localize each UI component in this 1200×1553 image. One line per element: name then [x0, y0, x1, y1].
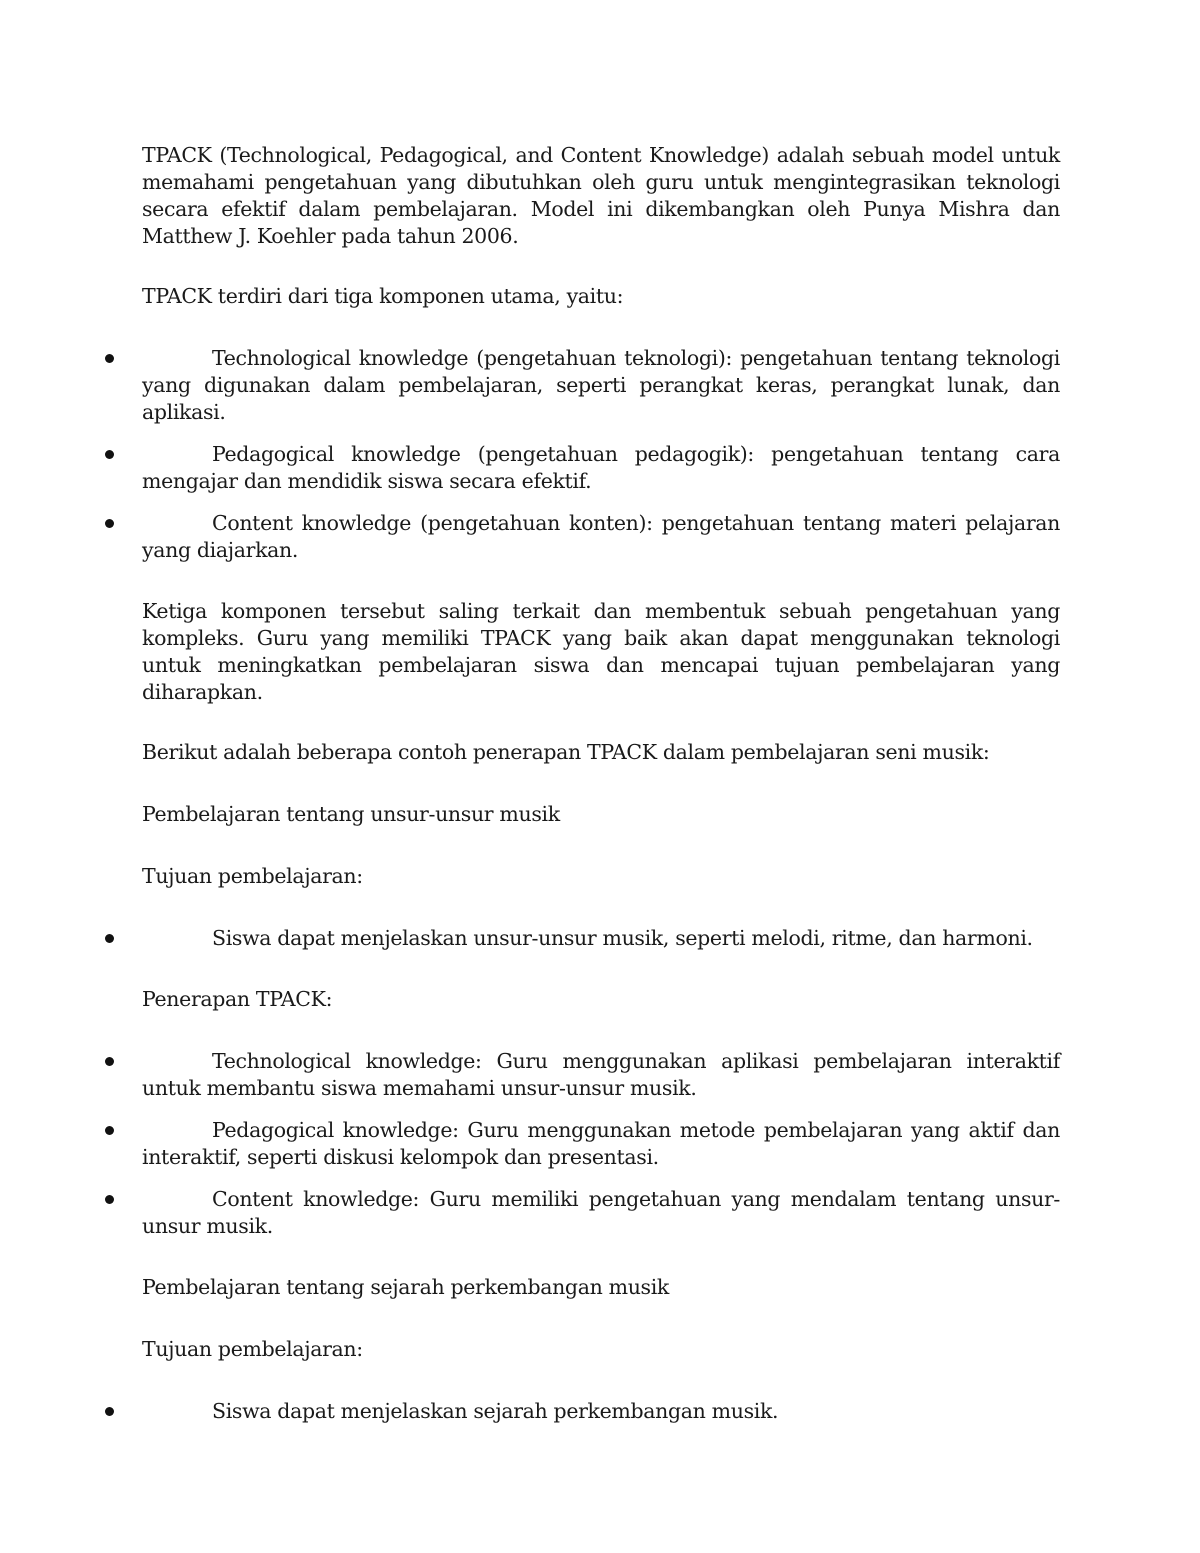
list-item-text: Pedagogical knowledge (pengetahuan pedagogik): pengetahuan tentang cara mengajar dan mendidik siswa secara efektif. — [142, 442, 1060, 493]
components-heading: TPACK terdiri dari tiga komponen utama, yaitu: — [142, 284, 624, 308]
example2-title: Pembelajaran tentang sejarah perkembangan musik — [142, 1275, 669, 1299]
list-item — [142, 510, 1060, 564]
bullet-icon — [105, 450, 114, 459]
example2-goal-label: Tujuan pembelajaran: — [142, 1337, 363, 1361]
document-body — [142, 142, 1060, 1459]
example1-application-label: Penerapan TPACK: — [142, 987, 333, 1011]
list-item-text: Siswa dapat menjelaskan unsur-unsur musik, seperti melodi, ritme, dan harmoni. — [212, 926, 1033, 950]
bullet-icon — [105, 1126, 114, 1135]
list-item-text: Pedagogical knowledge: Guru menggunakan metode pembelajaran yang aktif dan interaktif, seperti diskusi kelompok dan presentasi. — [142, 1118, 1060, 1169]
list-item — [142, 441, 1060, 495]
relation-paragraph: Ketiga komponen tersebut saling terkait dan membentuk sebuah pengetahuan yang kompleks. Guru yang memiliki TPACK yang baik akan dapat menggunakan teknologi untuk meningkatkan pembelajaran siswa dan mencapai tujuan pembelajaran yang diharapkan. — [142, 599, 1060, 704]
bullet-icon — [105, 519, 114, 528]
list-item — [142, 1048, 1060, 1102]
list-item — [142, 1398, 1060, 1425]
list-item — [142, 1186, 1060, 1240]
example2-goals-list — [142, 1398, 1060, 1425]
bullet-icon — [105, 1195, 114, 1204]
list-item — [142, 345, 1060, 426]
list-item-text: Technological knowledge (pengetahuan teknologi): pengetahuan tentang teknologi yang digunakan dalam pembelajaran, seperti perangkat keras, perangkat lunak, dan aplikasi. — [142, 346, 1060, 424]
bullet-icon — [105, 1057, 114, 1066]
list-item — [142, 925, 1060, 952]
bullet-icon — [105, 934, 114, 943]
bullet-icon — [105, 354, 114, 363]
example1-title: Pembelajaran tentang unsur-unsur musik — [142, 802, 560, 826]
intro-paragraph: TPACK (Technological, Pedagogical, and Content Knowledge) adalah sebuah model untuk memahami pengetahuan yang dibutuhkan oleh guru untuk mengintegrasikan teknologi secara efektif dalam pembelajaran. Model ini dikembangkan oleh Punya Mishra dan Matthew J. Koehler pada tahun 2006. — [142, 143, 1060, 248]
list-item-text: Content knowledge (pengetahuan konten): pengetahuan tentang materi pelajaran yang diajarkan. — [142, 511, 1060, 562]
bullet-icon — [105, 1407, 114, 1416]
list-item-text: Technological knowledge: Guru menggunakan aplikasi pembelajaran interaktif untuk membantu siswa memahami unsur-unsur musik. — [142, 1049, 1060, 1100]
examples-intro: Berikut adalah beberapa contoh penerapan TPACK dalam pembelajaran seni musik: — [142, 740, 990, 764]
components-list — [142, 345, 1060, 564]
example1-applications-list — [142, 1048, 1060, 1240]
example1-goal-label: Tujuan pembelajaran: — [142, 864, 363, 888]
example1-goals-list — [142, 925, 1060, 952]
list-item-text: Content knowledge: Guru memiliki pengetahuan yang mendalam tentang unsur-unsur musik. — [142, 1187, 1060, 1238]
list-item-text: Siswa dapat menjelaskan sejarah perkembangan musik. — [212, 1399, 779, 1423]
list-item — [142, 1117, 1060, 1171]
